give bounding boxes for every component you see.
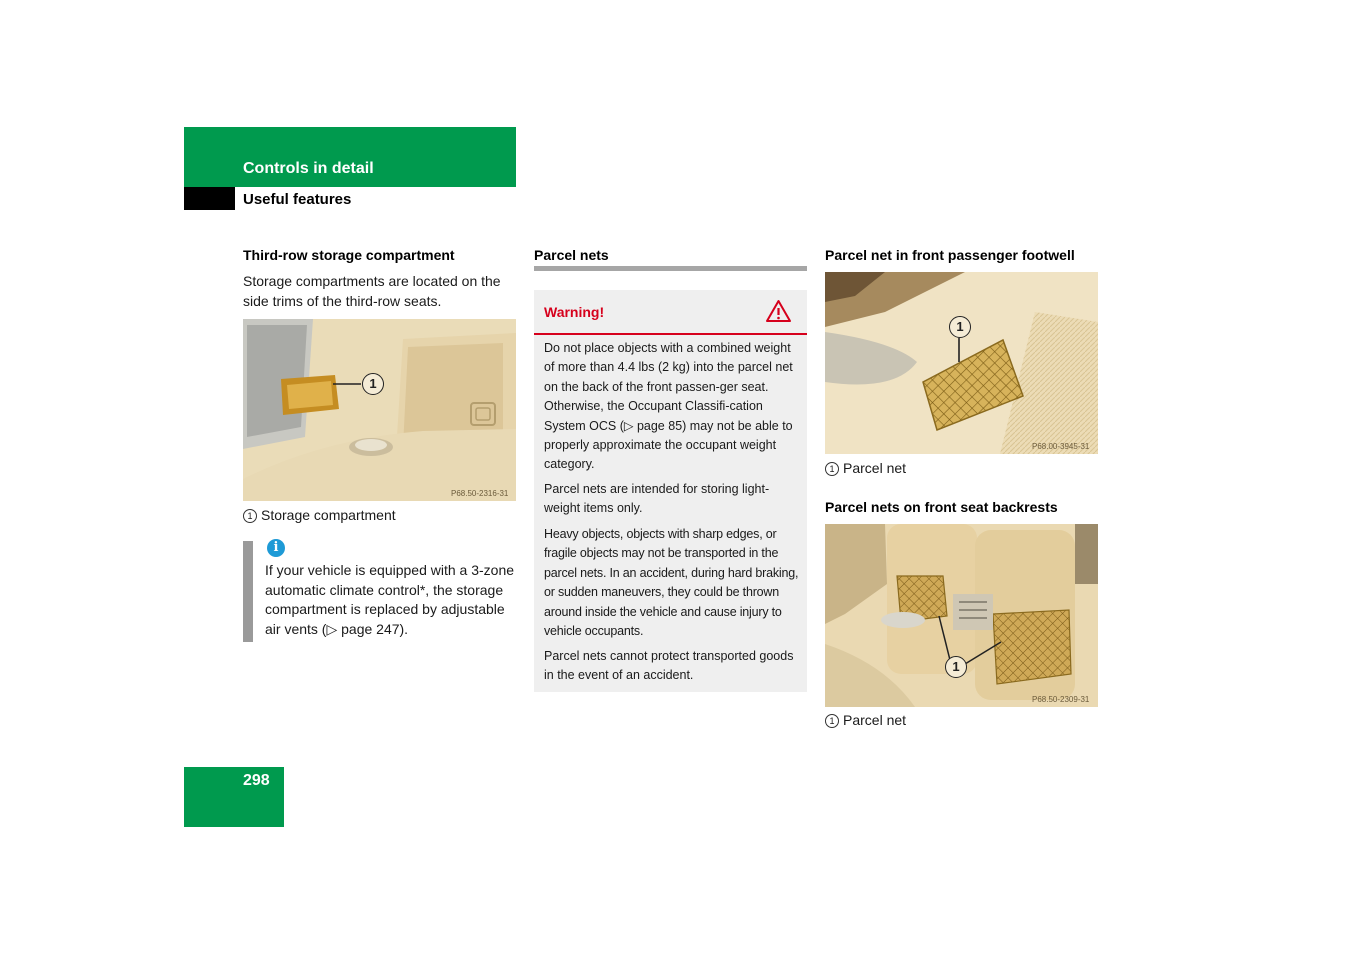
third-row-heading: Third-row storage compartment: [243, 247, 455, 263]
subsection-marker: [184, 187, 235, 210]
section-header-bar: [184, 127, 516, 187]
footwell-net-illustration: [825, 272, 1098, 454]
page-number: 298: [243, 772, 270, 789]
parcel-nets-heading: Parcel nets: [534, 247, 609, 263]
warning-title: Warning!: [544, 304, 605, 320]
callout-marker: 1: [945, 656, 967, 678]
caption-text: Storage compartment: [261, 507, 396, 523]
subsection-title: Useful features: [243, 191, 352, 208]
footwell-net-image: [825, 272, 1098, 454]
third-row-body: Storage compartments are located on the side trims of the third-row seats.: [243, 273, 501, 309]
image-reference-code: P68.50-2316-31: [451, 489, 509, 498]
info-note-bar: [243, 541, 253, 642]
caption-text: Parcel net: [843, 712, 907, 728]
section-title: Controls in detail: [243, 160, 374, 177]
heading-rule: [534, 266, 807, 271]
caption-text: Parcel net: [843, 460, 907, 476]
backrest-nets-image: [825, 524, 1098, 707]
storage-compartment-image: [243, 319, 516, 501]
image-reference-code: P68.50-2309-31: [1032, 695, 1090, 704]
caption-number: 1: [825, 462, 839, 476]
storage-compartment-illustration: [243, 319, 516, 501]
backrests-heading: Parcel nets on front seat backrests: [825, 499, 1058, 515]
info-note-text: If your vehicle is equipped with a 3-zone automatic climate control*, the storage compartment is replaced by adjustable air vents (▷ page 247).: [265, 562, 515, 637]
image-reference-code: P68.00-3945-31: [1032, 442, 1090, 451]
caption-number: 1: [243, 509, 257, 523]
callout-marker: 1: [362, 373, 384, 395]
warning-paragraph: Do not place objects with a combined weight of more than 4.4 lbs (2 kg) into the parcel net on the back of the front passen-ger seat. Otherwise, the Occupant Classifi-cation System OCS (▷ page 85) may not be able to properly approximate the occupant weight category.: [544, 341, 793, 472]
warning-divider: [534, 333, 807, 335]
warning-paragraph: Heavy objects, objects with sharp edges, or fragile objects may not be transported in the parcel nets. In an accident, during hard braking, or sudden maneuvers, they could be thrown around inside the vehicle and cause injury to vehicle occupants.: [544, 527, 799, 639]
storage-compartment-caption: [243, 506, 396, 526]
warning-triangle-icon: [765, 299, 792, 323]
footwell-caption: [825, 459, 906, 479]
warning-paragraph: Parcel nets are intended for storing light-weight items only.: [544, 482, 770, 516]
info-icon: i: [267, 539, 285, 557]
callout-marker: 1: [949, 316, 971, 338]
footwell-heading: Parcel net in front passenger footwell: [825, 247, 1075, 263]
caption-number: 1: [825, 714, 839, 728]
backrests-caption: [825, 711, 906, 731]
warning-paragraph: Parcel nets cannot protect transported goods in the event of an accident.: [544, 649, 794, 683]
backrest-nets-illustration: [825, 524, 1098, 707]
